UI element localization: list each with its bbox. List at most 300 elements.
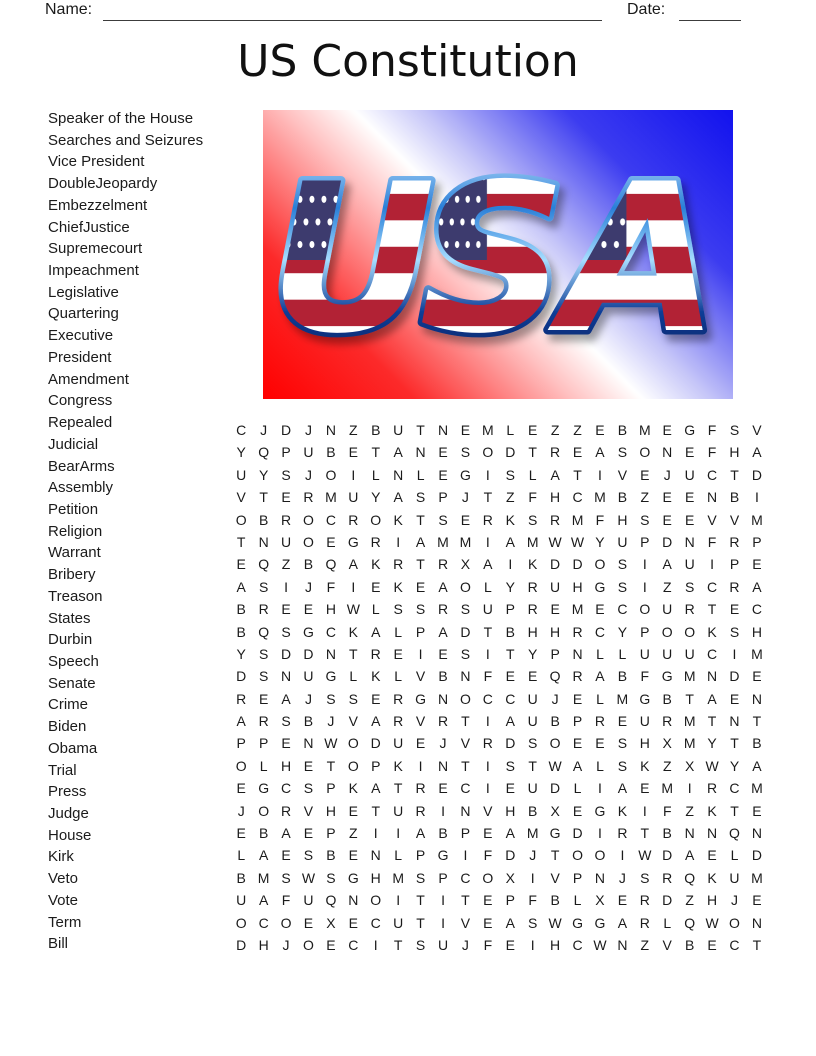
grid-cell: S [617,444,628,461]
grid-cell: M [437,533,449,550]
grid-cell: I [754,489,759,506]
grid-cell: E [572,690,583,707]
grid-cell: Z [281,556,291,573]
grid-cell: E [505,780,515,797]
grid-cell: U [280,533,292,550]
grid-cell: F [483,668,493,685]
grid-row [230,643,769,665]
grid-cell: G [347,869,359,886]
grid-cell: T [528,444,537,461]
grid-cell: G [549,825,561,842]
grid-cell: M [482,422,494,438]
word-list-item: Judge [48,805,89,822]
grid-cell: O [729,914,740,931]
grid-cell: E [303,825,314,842]
grid-cell: F [662,802,672,819]
grid-cell: C [258,914,269,931]
grid-cell: A [752,578,762,595]
grid-cell: G [303,623,314,640]
grid-cell: P [371,757,381,774]
grid-cell: T [371,802,381,819]
word-list-item: Religion [48,522,103,540]
grid-cell: Y [236,444,246,461]
grid-cell: Y [371,489,381,506]
grid-cell: S [438,511,448,528]
grid-cell: W [548,914,562,931]
grid-cell: Y [729,757,740,774]
grid-cell: U [550,578,561,595]
grid-cell: E [415,578,426,595]
grid-cell: B [326,444,336,461]
grid-cell: O [661,623,673,640]
grid-cell: K [617,802,628,819]
grid-cell: K [505,511,515,528]
grid-cell: I [598,466,602,483]
grid-cell: E [236,825,246,842]
grid-cell: F [483,936,493,953]
grid-cell: W [346,601,360,618]
grid-cell: I [373,936,378,953]
name-label: Name: [45,1,93,18]
grid-cell: V [550,869,560,886]
grid-cell: D [662,892,673,909]
grid-cell: E [684,444,695,461]
grid-row [230,777,769,799]
grid-cell: Y [505,578,515,595]
grid-cell: D [505,735,516,752]
grid-cell: A [258,847,269,864]
grid-cell: H [325,802,336,819]
grid-cell: R [370,645,381,662]
grid-cell: L [371,466,380,483]
grid-cell: I [732,645,737,662]
grid-cell: K [707,802,717,819]
grid-cell: A [281,825,291,842]
grid-cell: U [527,713,538,730]
grid-row [230,509,769,531]
grid-cell: R [572,668,583,685]
grid-cell: I [396,533,401,550]
grid-cell: K [707,869,717,886]
grid-cell: I [396,825,401,842]
grid-cell: R [370,533,381,550]
word-list-item: Impeachment [48,262,139,280]
grid-cell: C [280,780,292,797]
word-list-item: Warrant [48,544,101,562]
grid-cell: U [393,914,404,931]
grid-cell: E [752,802,762,819]
grid-cell: I [351,466,356,483]
grid-cell: K [528,556,538,573]
grid-cell: I [441,892,445,909]
grid-cell: R [393,713,404,730]
grid-cell: C [572,936,583,953]
word-list-item: Veto [48,870,79,888]
grid-cell: O [572,847,583,864]
grid-cell: L [596,690,604,707]
grid-cell: I [530,869,535,886]
grid-cell: S [729,623,740,640]
grid-cell: P [236,735,246,752]
grid-cell: B [752,735,762,752]
grid-cell: E [281,847,291,864]
grid-row [230,912,769,934]
grid-cell: S [505,757,515,774]
grid-cell: V [460,735,471,752]
grid-cell: K [393,511,403,528]
grid-cell: D [751,466,762,483]
grid-cell: A [550,466,560,483]
grid-cell: P [572,869,583,886]
grid-cell: X [684,757,695,774]
grid-cell: J [529,847,537,864]
grid-cell: G [459,466,471,483]
grid-cell: S [640,511,650,528]
grid-row [230,889,769,911]
grid-cell: L [483,578,492,595]
grid-cell: N [415,444,426,461]
grid-cell: O [482,869,494,886]
grid-cell: T [416,892,425,909]
grid-cell: N [437,757,449,774]
grid-cell: U [348,489,359,506]
grid-cell: M [751,511,763,528]
grid-cell: S [258,578,269,595]
grid-cell: O [258,802,270,819]
grid-cell: U [617,533,628,550]
grid-cell: T [730,735,739,752]
grid-cell: Q [684,869,696,886]
grid-cell: S [303,847,314,864]
grid-cell: J [304,690,312,707]
grid-cell: J [730,892,738,909]
grid-cell: T [752,936,762,953]
grid-cell: E [483,825,493,842]
grid-cell: M [392,869,404,886]
word-list-item: Repealed [48,414,113,432]
word-list-item: Crime [48,696,88,714]
grid-cell: E [662,422,672,438]
grid-cell: V [303,802,314,819]
grid-cell: C [707,578,718,595]
word-list-item: DoubleJeopardy [48,175,158,193]
grid-cell: I [418,757,423,774]
usa-letters [269,141,720,379]
grid-cell: R [415,802,426,819]
grid-cell: T [236,533,246,550]
grid-cell: M [751,780,763,797]
grid-cell: C [572,489,583,506]
word-list-item: Trial [48,761,77,779]
grid-cell: C [348,936,359,953]
grid-cell: R [527,578,538,595]
grid-cell: N [662,444,673,461]
grid-cell: L [416,466,425,483]
grid-row [230,934,769,956]
grid-cell: D [303,645,314,662]
grid-cell: C [707,466,718,483]
grid-cell: R [639,914,650,931]
grid-cell: I [396,892,401,909]
grid-cell: B [617,668,628,685]
grid-cell: E [505,936,515,953]
grid-cell: K [348,623,358,640]
grid-cell: R [393,556,404,573]
word-list-item: Bribery [48,566,96,584]
grid-row [230,464,769,486]
grid-cell: S [617,578,628,595]
word-list-item: Quartering [48,305,119,323]
grid-cell: J [260,422,268,438]
grid-cell: Y [258,466,269,483]
grid-cell: B [438,668,448,685]
grid-cell: V [460,914,471,931]
grid-cell: E [326,533,336,550]
grid-cell: B [326,847,336,864]
date-label: Date: [627,1,666,18]
grid-cell: T [416,511,425,528]
grid-cell: S [281,466,291,483]
grid-cell: U [684,645,695,662]
usa-letter-a: A [561,141,720,379]
grid-cell: F [528,489,537,506]
grid-cell: A [438,623,448,640]
grid-cell: T [707,713,717,730]
grid-cell: I [463,847,468,864]
grid-cell: D [751,847,762,864]
grid-cell: M [526,533,539,550]
grid-cell: R [482,511,493,528]
grid-cell: C [729,936,740,953]
grid-cell: S [528,914,538,931]
grid-cell: B [729,489,740,506]
grid-cell: I [441,914,445,931]
grid-cell: H [258,936,269,953]
grid-cell: O [549,735,561,752]
grid-cell: U [684,466,695,483]
grid-cell: P [729,556,740,573]
grid-cell: N [707,668,718,685]
grid-cell: N [751,690,762,707]
grid-cell: E [236,780,246,797]
grid-cell: R [437,556,449,573]
grid-cell: B [684,936,695,953]
grid-cell: B [258,511,269,528]
grid-cell: K [707,623,717,640]
grid-cell: N [729,713,740,730]
grid-cell: P [281,444,291,461]
grid-cell: V [707,511,717,528]
word-list-item: Speech [48,652,99,670]
grid-cell: B [617,422,628,438]
grid-cell: U [639,645,650,662]
grid-row [230,553,769,575]
grid-cell: R [415,780,426,797]
grid-cell: K [640,757,650,774]
grid-cell: T [349,645,358,662]
grid-cell: Q [325,892,337,909]
grid-cell: V [729,511,740,528]
grid-cell: G [258,780,270,797]
word-list-item: BearArms [48,457,115,475]
grid-cell: Z [349,422,358,438]
grid-cell: A [707,690,717,707]
grid-cell: G [437,847,449,864]
word-list-item: Vice President [48,153,145,171]
grid-cell: I [642,802,647,819]
grid-cell: L [596,645,604,662]
grid-cell: X [326,914,336,931]
grid-cell: A [415,825,426,842]
word-list-item: Judicial [48,435,99,453]
grid-cell: Z [640,936,650,953]
grid-cell: L [663,914,672,931]
grid-cell: B [236,601,246,618]
grid-cell: D [572,825,583,842]
grid-cell: D [550,780,561,797]
grid-cell: L [506,422,515,438]
grid-cell: G [347,533,359,550]
grid-cell: R [550,444,561,461]
grid-cell: A [483,556,493,573]
grid-cell: S [617,757,628,774]
grid-cell: R [280,802,292,819]
grid-cell: U [303,444,314,461]
grid-cell: L [394,847,403,864]
grid-cell: L [596,757,604,774]
grid-cell: E [393,645,403,662]
grid-cell: S [460,601,471,618]
usa-letter-u: U [269,141,436,379]
grid-cell: U [527,780,538,797]
grid-cell: P [438,489,448,506]
grid-cell: T [416,422,425,438]
grid-cell: F [707,444,717,461]
grid-cell: R [617,825,628,842]
grid-cell: D [236,936,247,953]
grid-cell: W [301,869,316,886]
grid-cell: U [393,422,404,438]
usa-letters-graphic [263,110,733,399]
grid-cell: H [751,623,762,640]
word-list-item: Treason [48,587,103,605]
word-list-item: Embezzelment [48,196,148,214]
grid-cell: H [505,802,516,819]
grid-cell: Z [573,422,582,438]
grid-cell: S [684,578,695,595]
grid-cell: O [303,533,314,550]
grid-cell: M [459,533,472,550]
grid-cell: Z [550,422,560,438]
grid-cell: C [617,601,628,618]
grid-cell: N [258,533,269,550]
grid-cell: S [640,869,650,886]
grid-row [230,822,769,844]
grid-cell: X [505,869,515,886]
grid-cell: W [705,757,719,774]
grid-cell: H [572,578,583,595]
grid-cell: H [550,623,561,640]
grid-cell: A [505,533,515,550]
grid-cell: A [281,690,291,707]
grid-cell: L [371,601,380,618]
grid-cell: Z [685,802,694,819]
grid-cell: X [460,556,471,573]
grid-cell: E [460,511,471,528]
grid-cell: B [236,869,246,886]
grid-cell: Z [662,578,672,595]
grid-cell: S [281,623,291,640]
grid-cell: H [280,757,292,774]
grid-cell: I [508,556,513,573]
word-list-item: Term [48,913,82,931]
grid-cell: E [348,914,358,931]
grid-cell: E [572,444,583,461]
grid-cell: A [752,444,762,461]
grid-cell: L [573,892,582,909]
grid-cell: I [687,780,692,797]
grid-cell: F [528,892,537,909]
grid-cell: T [259,489,268,506]
grid-cell: M [526,825,539,842]
word-list-item: Legislative [48,283,119,301]
grid-cell: T [730,466,739,483]
grid-cell: N [460,802,471,819]
grid-cell: M [683,713,696,730]
grid-cell: R [662,869,673,886]
grid-cell: P [505,892,515,909]
grid-cell: C [505,690,516,707]
grid-cell: V [483,802,493,819]
grid-cell: W [638,847,652,864]
grid-cell: N [393,466,404,483]
grid-cell: J [439,735,447,752]
grid-cell: J [237,802,245,819]
grid-cell: M [594,489,606,506]
grid-cell: T [483,623,493,640]
grid-cell: I [373,825,378,842]
grid-cell: T [685,690,694,707]
grid-cell: N [594,869,606,886]
grid-cell: R [550,511,561,528]
grid-cell: T [505,645,515,662]
grid-cell: I [441,802,445,819]
grid-cell: E [595,601,605,618]
grid-cell: E [505,668,515,685]
grid-cell: H [729,444,740,461]
grid-cell: Z [685,892,694,909]
grid-cell: U [662,645,673,662]
grid-cell: N [348,892,359,909]
grid-cell: E [281,489,291,506]
grid-cell: E [348,802,358,819]
grid-cell: G [661,668,673,685]
grid-cell: G [684,422,696,438]
grid-cell: P [505,601,515,618]
grid-cell: R [729,533,740,550]
grid-cell: G [594,578,606,595]
grid-cell: E [348,847,358,864]
grid-cell: G [325,668,337,685]
grid-cell: N [303,735,314,752]
grid-cell: B [662,690,672,707]
grid-cell: A [258,892,269,909]
grid-cell: L [349,668,358,685]
grid-cell: U [662,601,673,618]
grid-cell: T [730,802,739,819]
grid-cell: N [707,825,718,842]
grid-cell: K [393,757,403,774]
